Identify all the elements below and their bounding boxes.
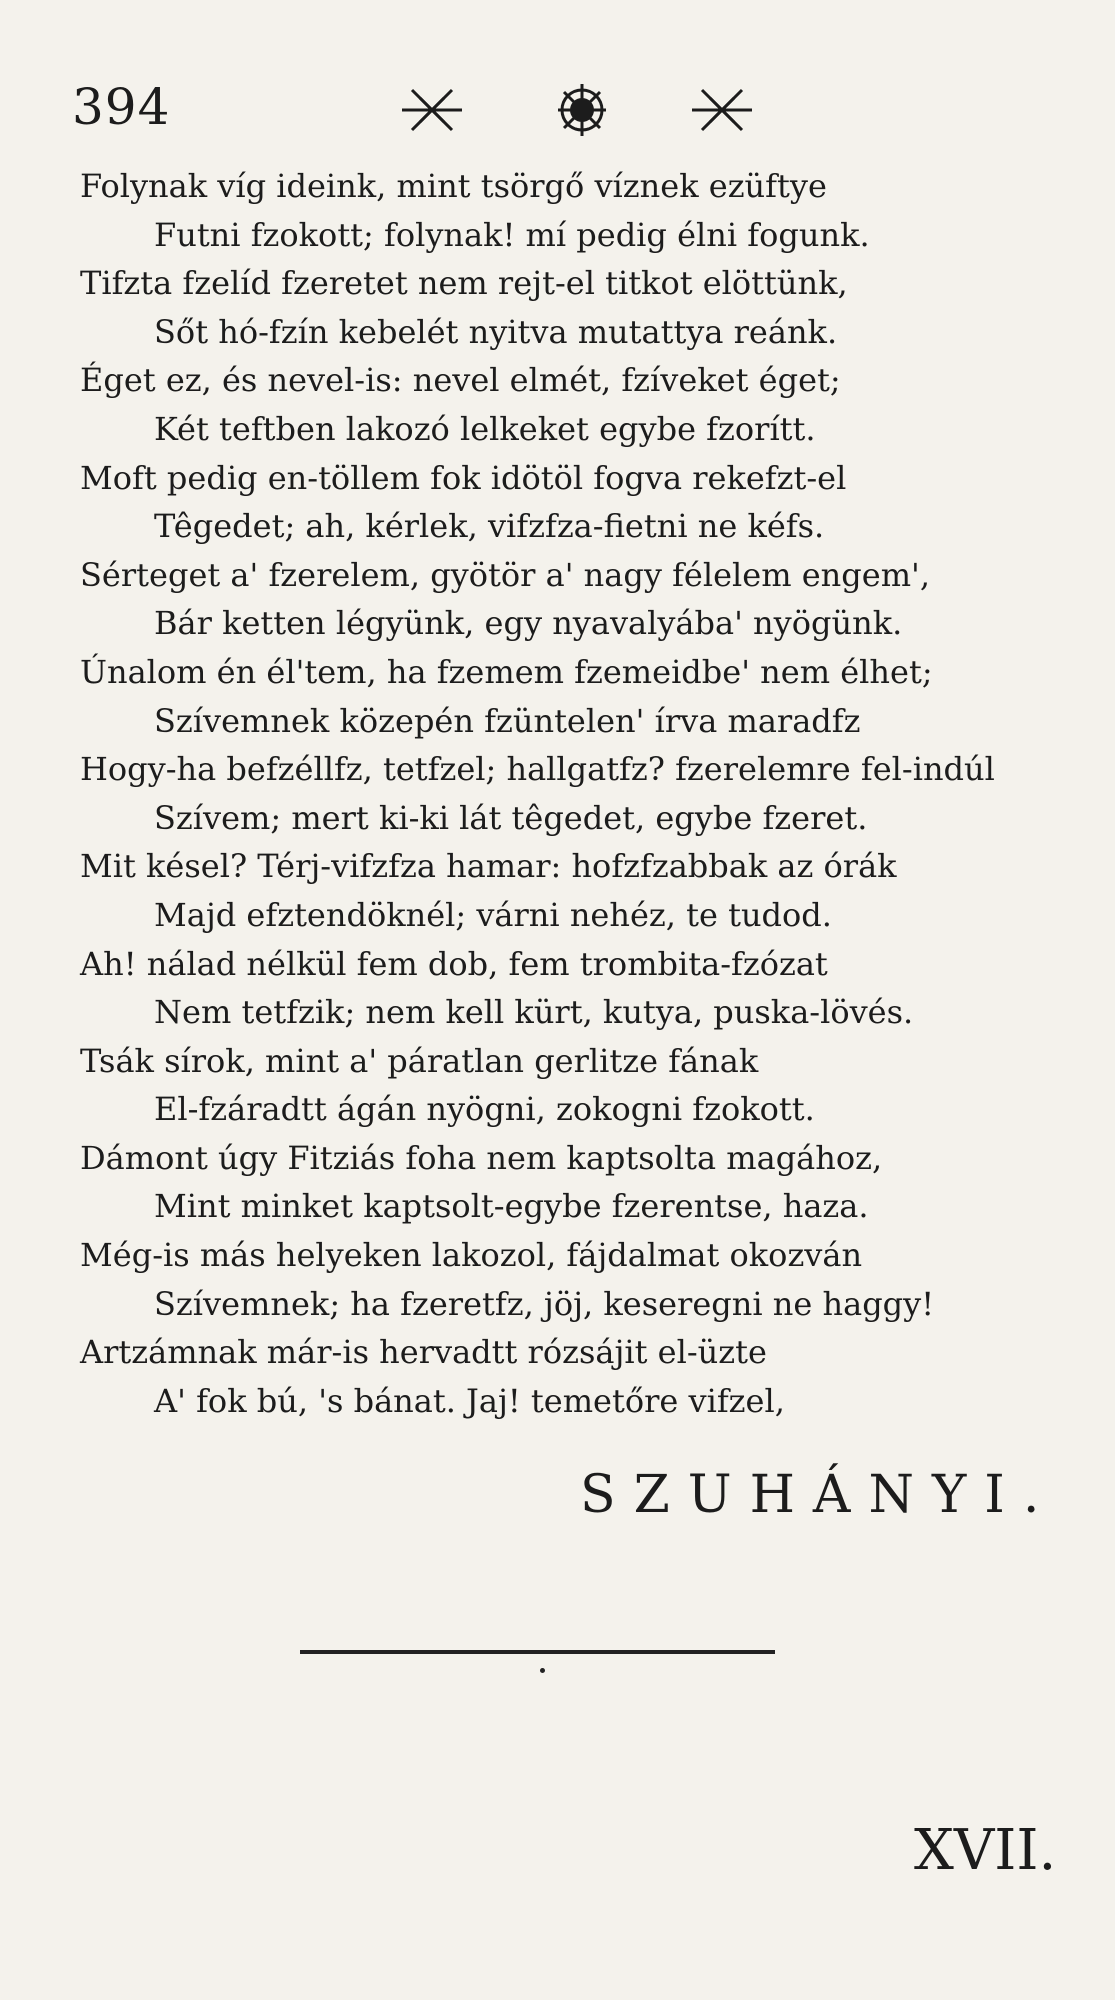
poem-line: Két teftben lakozó lelkeket egybe fzorítt. xyxy=(154,409,816,448)
poem-line: Únalom én él'tem, ha fzemem fzemeidbe' nem élhet; xyxy=(80,652,933,691)
poem-line: Moft pedig en-töllem fok idötöl fogva rekefzt-el xyxy=(80,458,847,497)
poem-line: Éget ez, és nevel-is: nevel elmét, fzíveket éget; xyxy=(80,361,841,400)
page-number: 394 xyxy=(72,78,171,136)
fleuron-ornament-icon xyxy=(392,80,772,140)
poem-text xyxy=(80,162,1070,1425)
poem-line: Dámont úgy Fitziás foha nem kaptsolta magához, xyxy=(80,1138,883,1177)
poem-line: Szívemnek közepén fzüntelen' írva maradfz xyxy=(154,701,861,740)
catchword: XVII. xyxy=(914,1818,1057,1883)
poem-line: Artzámnak már-is hervadtt rózsájit el-üzte xyxy=(80,1333,767,1372)
poem-line: Szívem; mert ki-ki lát têgedet, egybe fzeret. xyxy=(154,798,868,837)
poem-line: Sőt hó-fzín kebelét nyitva mutattya reánk. xyxy=(154,312,838,351)
poem-line: A' fok bú, 's bánat. Jaj! temetőre vifzel, xyxy=(154,1381,785,1420)
page-header xyxy=(72,78,1032,158)
divider-dot xyxy=(540,1668,545,1673)
poem-line: Ah! nálad nélkül fem dob, fem trombita-fzózat xyxy=(80,944,828,983)
author-signature: SZUHÁNYI. xyxy=(580,1465,1058,1525)
poem-line: Bár ketten légyünk, egy nyavalyába' nyögünk. xyxy=(154,604,903,643)
poem-line: Még-is más helyeken lakozol, fájdalmat okozván xyxy=(80,1236,863,1275)
poem-line: Szívemnek; ha fzeretfz, jöj, keseregni ne haggy! xyxy=(154,1284,935,1323)
poem-line: El-fzáradtt ágán nyögni, zokogni fzokott. xyxy=(154,1090,815,1129)
poem-line: Tifzta fzelíd fzeretet nem rejt-el titkot elöttünk, xyxy=(80,264,848,303)
poem-line: Futni fzokott; folynak! mí pedig élni fogunk. xyxy=(154,215,870,254)
section-divider-rule xyxy=(300,1650,775,1654)
poem-line: Mit késel? Térj-vifzfza hamar: hofzfzabbak az órák xyxy=(80,847,897,886)
poem-line: Hogy-ha befzéllfz, tetfzel; hallgatfz? fzerelemre fel-indúl xyxy=(80,750,995,789)
poem-line: Tsák sírok, mint a' páratlan gerlitze fának xyxy=(80,1041,759,1080)
poem-line: Majd efztendöknél; várni nehéz, te tudod. xyxy=(154,895,832,934)
poem-line: Folynak víg ideink, mint tsörgő víznek ezüftye xyxy=(80,167,827,205)
poem-line: Têgedet; ah, kérlek, vifzfza-fietni ne kéfs. xyxy=(154,507,825,546)
poem-line: Nem tetfzik; nem kell kürt, kutya, puska-lövés. xyxy=(154,993,914,1032)
poem-line: Mint minket kaptsolt-egybe fzerentse, haza. xyxy=(154,1187,869,1226)
poem-line: Sérteget a' fzerelem, gyötör a' nagy félelem engem', xyxy=(80,555,930,594)
